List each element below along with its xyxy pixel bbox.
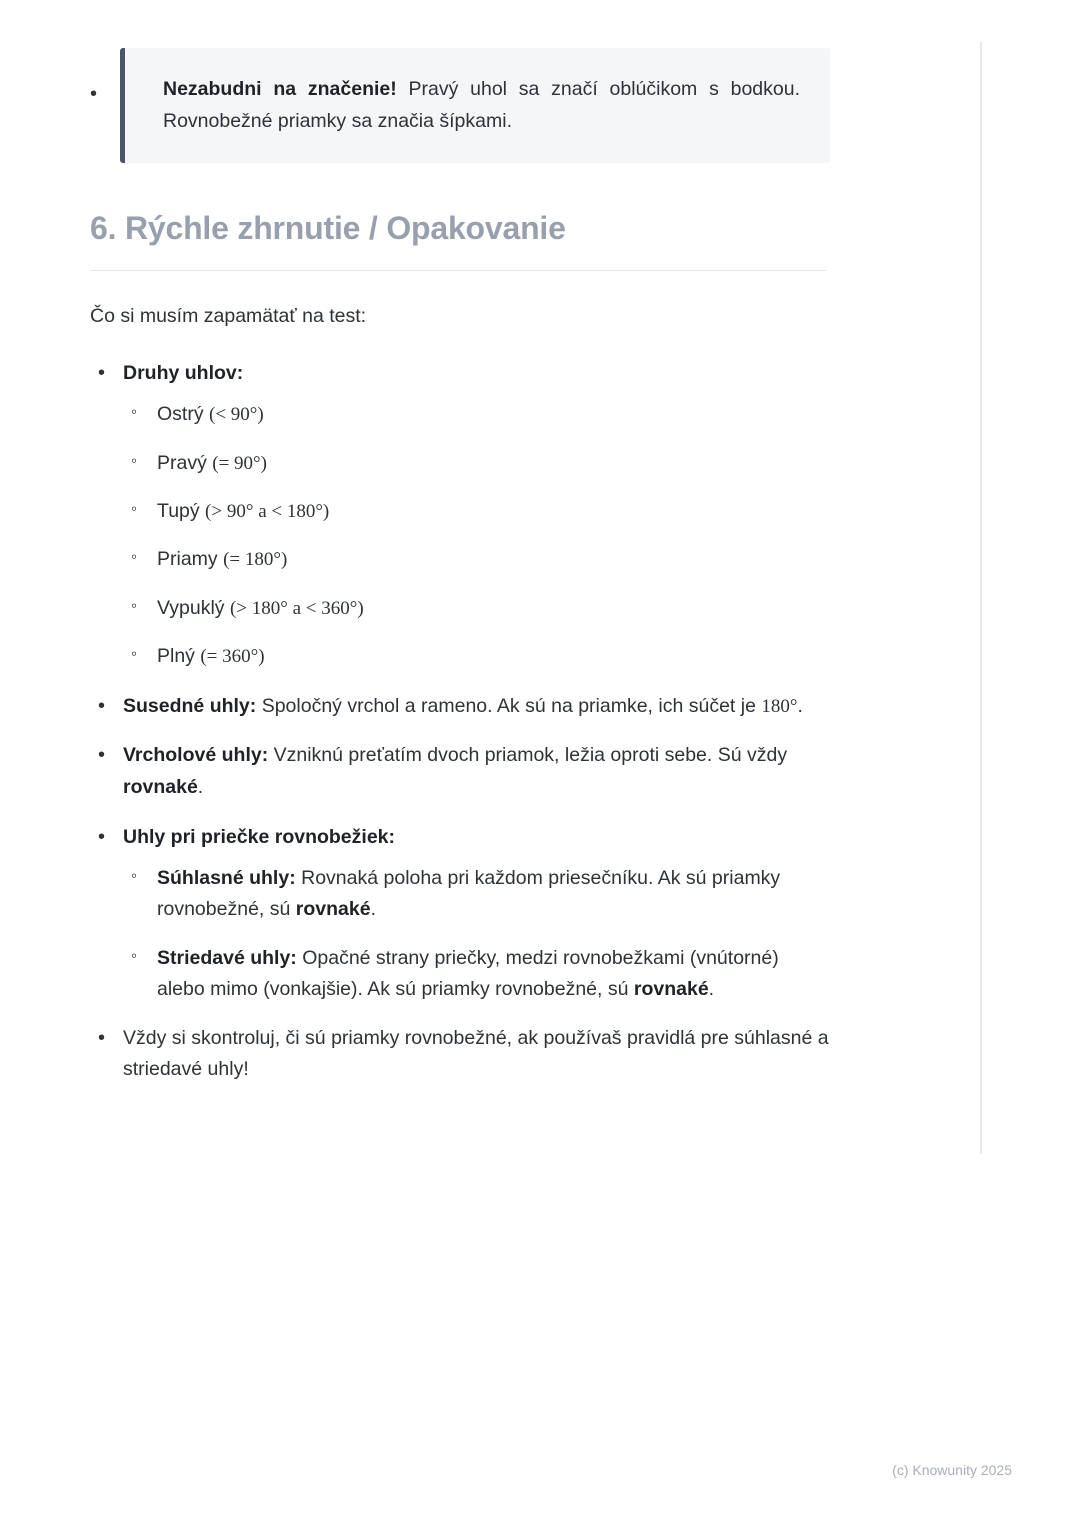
vertical-text: Vzniknú preťatím dvoch priamok, ležia oproti sebe. Sú vždy bbox=[268, 744, 788, 767]
callout-bullet: • bbox=[90, 83, 98, 105]
list-item-vertical-angles bbox=[90, 740, 830, 803]
corresponding-text: Rovnaká poloha pri každom priesečníku. Ak sú priamky rovnobežné, sú bbox=[157, 867, 781, 921]
list-item bbox=[123, 544, 830, 575]
list-item bbox=[123, 641, 830, 672]
section-heading: 6. Rýchle zhrnutie / Opakovanie bbox=[90, 210, 566, 247]
angle-types-label: Druhy uhlov: bbox=[123, 361, 244, 384]
list-item bbox=[123, 399, 830, 430]
callout-row bbox=[90, 48, 830, 163]
angle-name: Pravý bbox=[157, 451, 213, 474]
list-item-transversal-angles bbox=[90, 822, 830, 1005]
callout-bold-lead: Nezabudni na značenie! bbox=[163, 78, 397, 100]
angle-types-sublist bbox=[123, 399, 830, 672]
vertical-label: Vrcholové uhly: bbox=[123, 744, 269, 767]
notation-callout bbox=[120, 48, 830, 163]
list-item bbox=[123, 448, 830, 479]
transversal-sublist bbox=[123, 863, 830, 1005]
alternate-label: Striedavé uhly: bbox=[157, 946, 297, 969]
list-item-adjacent-angles bbox=[90, 691, 830, 723]
alternate-text: Opačné strany priečky, medzi rovnobežkami (vnútorné) alebo mimo (vonkajšie). Ak sú priamky rovnobežné, sú bbox=[157, 946, 779, 1000]
scrollbar-track[interactable] bbox=[980, 42, 982, 1154]
adjacent-text: Spoločný vrchol a rameno. Ak sú na priamke, ich súčet je bbox=[256, 694, 762, 717]
footer-copyright: (c) Knowunity 2025 bbox=[892, 1462, 1012, 1478]
list-item bbox=[123, 943, 830, 1005]
alternate-tail: . bbox=[708, 977, 715, 1000]
angle-formula: (> 90° a < 180°) bbox=[205, 501, 330, 523]
alternate-bold-tail: rovnaké bbox=[633, 977, 709, 1000]
angle-name: Vypuklý bbox=[157, 596, 230, 619]
corresponding-bold-tail: rovnaké bbox=[295, 898, 371, 921]
summary-list bbox=[90, 358, 830, 1086]
angle-formula: (= 360°) bbox=[200, 646, 265, 668]
list-item bbox=[123, 593, 830, 624]
heading-divider bbox=[90, 270, 826, 271]
angle-name: Priamy bbox=[157, 548, 224, 571]
list-item bbox=[123, 496, 830, 527]
list-item-angle-types bbox=[90, 358, 830, 673]
callout-body: Pravý uhol sa značí oblúčikom s bodkou. Rovnobežné priamky sa značia šípkami. bbox=[163, 78, 800, 132]
angle-name: Tupý bbox=[157, 500, 206, 523]
callout-text bbox=[163, 74, 800, 137]
list-item bbox=[123, 863, 830, 925]
vertical-bold-tail: rovnaké bbox=[123, 776, 198, 798]
angle-formula: (= 90°) bbox=[212, 452, 267, 474]
angle-formula: (= 180°) bbox=[223, 549, 288, 571]
angle-name: Plný bbox=[157, 645, 201, 668]
corresponding-label: Súhlasné uhly: bbox=[157, 867, 296, 890]
transversal-label: Uhly pri priečke rovnobežiek: bbox=[123, 825, 396, 848]
angle-name: Ostrý bbox=[157, 403, 209, 426]
angle-formula: (< 90°) bbox=[209, 404, 264, 426]
adjacent-formula: 180° bbox=[761, 695, 798, 717]
list-item-final-tip: • Vždy si skontroluj, či sú priamky rovnobežné, ak používaš pravidlá pre súhlasné a striedavé uhly! bbox=[90, 1023, 830, 1086]
adjacent-tail: . bbox=[797, 694, 803, 717]
adjacent-label: Susedné uhly: bbox=[123, 694, 257, 717]
vertical-tail: . bbox=[197, 776, 204, 798]
angle-formula: (> 180° a < 360°) bbox=[229, 597, 364, 619]
document-content bbox=[90, 48, 830, 1104]
section-intro: Čo si musím zapamätať na test: bbox=[90, 304, 367, 327]
corresponding-tail: . bbox=[370, 898, 376, 921]
